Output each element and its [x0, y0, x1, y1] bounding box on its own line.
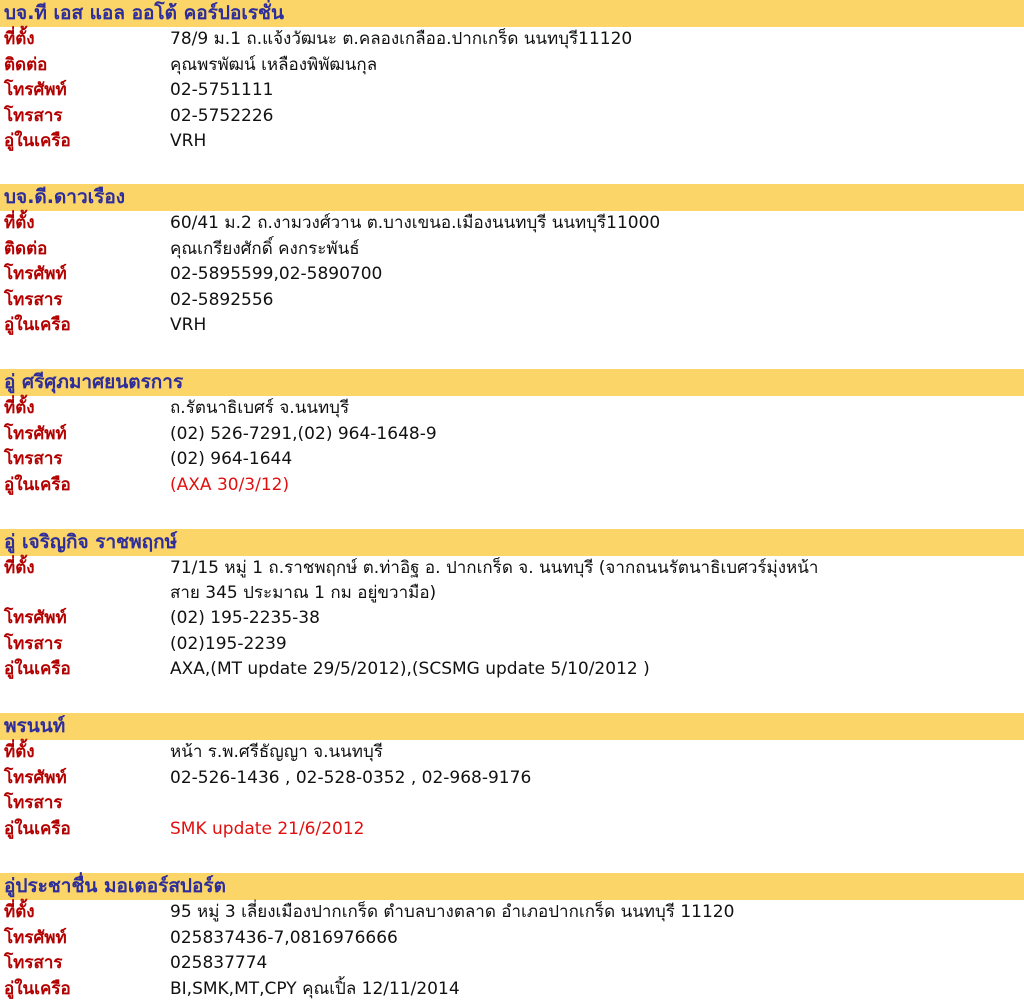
network-value: (AXA 30/3/12) [170, 473, 289, 498]
fax-row [0, 104, 1024, 130]
fax-row [0, 632, 1024, 658]
phone-value: 02-5751111 [170, 78, 273, 103]
network-row [0, 473, 1024, 499]
network-row [0, 657, 1024, 683]
phone-value: (02) 526-7291,(02) 964-1648-9 [170, 422, 437, 447]
garage-entry [0, 529, 1024, 683]
address-row [0, 740, 1024, 766]
contact-row [0, 237, 1024, 263]
address-value: ถ.รัตนาธิเบศร์ จ.นนทบุรี [170, 396, 349, 421]
network-value: BI,SMK,MT,CPY คุณเปิ้ล 12/11/2014 [170, 977, 460, 1002]
network-label: อู่ในเครือ [4, 129, 71, 154]
address-value: 78/9 ม.1 ถ.แจ้งวัฒนะ ต.คลองเกลืออ.ปากเกร็ด นนทบุรี11120 [170, 27, 632, 52]
garage-name: พรนนท์ [0, 713, 1024, 740]
fax-row [0, 447, 1024, 473]
fax-row [0, 288, 1024, 314]
phone-row [0, 606, 1024, 632]
network-row [0, 129, 1024, 155]
garage-entry [0, 713, 1024, 842]
address-row [0, 211, 1024, 237]
contact-label: ติดต่อ [4, 237, 47, 262]
garage-name: อู่ประชาชื่น มอเตอร์สปอร์ต [0, 873, 1024, 900]
network-row [0, 817, 1024, 843]
contact-value: คุณเกรียงศักดิ์ คงกระพันธ์ [170, 237, 360, 262]
network-row [0, 313, 1024, 339]
phone-row [0, 766, 1024, 792]
garage-name: อู่ เจริญกิจ ราชพฤกษ์ [0, 529, 1024, 556]
address-row [0, 396, 1024, 422]
network-value: SMK update 21/6/2012 [170, 817, 364, 842]
address-row [0, 556, 1024, 606]
address-value: 60/41 ม.2 ถ.งามวงศ์วาน ต.บางเขนอ.เมืองนนทบุรี นนทบุรี11000 [170, 211, 660, 236]
phone-label: โทรศัพท์ [4, 926, 67, 951]
phone-value: 025837436-7,0816976666 [170, 926, 398, 951]
phone-label: โทรศัพท์ [4, 262, 67, 287]
garage-name: บจ.ที เอส แอล ออโต้ คอร์ปอเรชั่น [0, 0, 1024, 27]
fax-label: โทรสาร [4, 104, 63, 129]
phone-row [0, 262, 1024, 288]
address-label: ที่ตั้ง [4, 211, 35, 236]
network-value: VRH [170, 129, 206, 154]
garage-name: อู่ ศรีศุภมาศยนตรการ [0, 369, 1024, 396]
fax-label: โทรสาร [4, 632, 63, 657]
fax-label: โทรสาร [4, 447, 63, 472]
address-row [0, 27, 1024, 53]
garage-entry [0, 0, 1024, 155]
phone-value: 02-526-1436 , 02-528-0352 , 02-968-9176 [170, 766, 531, 791]
contact-value: คุณพรพัฒน์ เหลืองพิพัฒนกุล [170, 53, 377, 78]
fax-value: 02-5892556 [170, 288, 273, 313]
phone-label: โทรศัพท์ [4, 78, 67, 103]
contact-label: ติดต่อ [4, 53, 47, 78]
network-label: อู่ในเครือ [4, 977, 71, 1002]
address-label: ที่ตั้ง [4, 740, 35, 765]
contact-row [0, 53, 1024, 79]
address-label: ที่ตั้ง [4, 556, 35, 581]
fax-value: 025837774 [170, 951, 267, 976]
fax-label: โทรสาร [4, 791, 63, 816]
garage-entry [0, 369, 1024, 498]
network-label: อู่ในเครือ [4, 473, 71, 498]
fax-value: 02-5752226 [170, 104, 273, 129]
network-label: อู่ในเครือ [4, 313, 71, 338]
address-value: 71/15 หมู่ 1 ถ.ราชพฤกษ์ ต.ท่าอิฐ อ. ปากเกร็ด จ. นนทบุรี (จากถนนรัตนาธิเบศวร์มุ่งหน้า สาย 345 ประมาณ 1 กม อยู่ขวามือ) [170, 556, 818, 606]
network-value: AXA,(MT update 29/5/2012),(SCSMG update 5/10/2012 ) [170, 657, 650, 682]
phone-value: (02) 195-2235-38 [170, 606, 320, 631]
phone-row [0, 926, 1024, 952]
phone-value: 02-5895599,02-5890700 [170, 262, 382, 287]
fax-row [0, 951, 1024, 977]
network-value: VRH [170, 313, 206, 338]
fax-row [0, 791, 1024, 817]
network-row [0, 977, 1024, 1002]
phone-row [0, 422, 1024, 448]
network-label: อู่ในเครือ [4, 657, 71, 682]
address-label: ที่ตั้ง [4, 900, 35, 925]
garage-entry [0, 873, 1024, 1002]
address-label: ที่ตั้ง [4, 27, 35, 52]
address-value: 95 หมู่ 3 เลี่ยงเมืองปากเกร็ด ตำบลบางตลาด อำเภอปากเกร็ด นนทบุรี 11120 [170, 900, 734, 925]
fax-value: (02) 964-1644 [170, 447, 292, 472]
address-label: ที่ตั้ง [4, 396, 35, 421]
phone-row [0, 78, 1024, 104]
phone-label: โทรศัพท์ [4, 766, 67, 791]
fax-label: โทรสาร [4, 288, 63, 313]
phone-label: โทรศัพท์ [4, 606, 67, 631]
network-label: อู่ในเครือ [4, 817, 71, 842]
garage-entry [0, 184, 1024, 339]
fax-label: โทรสาร [4, 951, 63, 976]
phone-label: โทรศัพท์ [4, 422, 67, 447]
fax-value: (02)195-2239 [170, 632, 287, 657]
garage-name: บจ.ดี.ดาวเรือง [0, 184, 1024, 211]
address-row [0, 900, 1024, 926]
address-value: หน้า ร.พ.ศรีธัญญา จ.นนทบุรี [170, 740, 383, 765]
